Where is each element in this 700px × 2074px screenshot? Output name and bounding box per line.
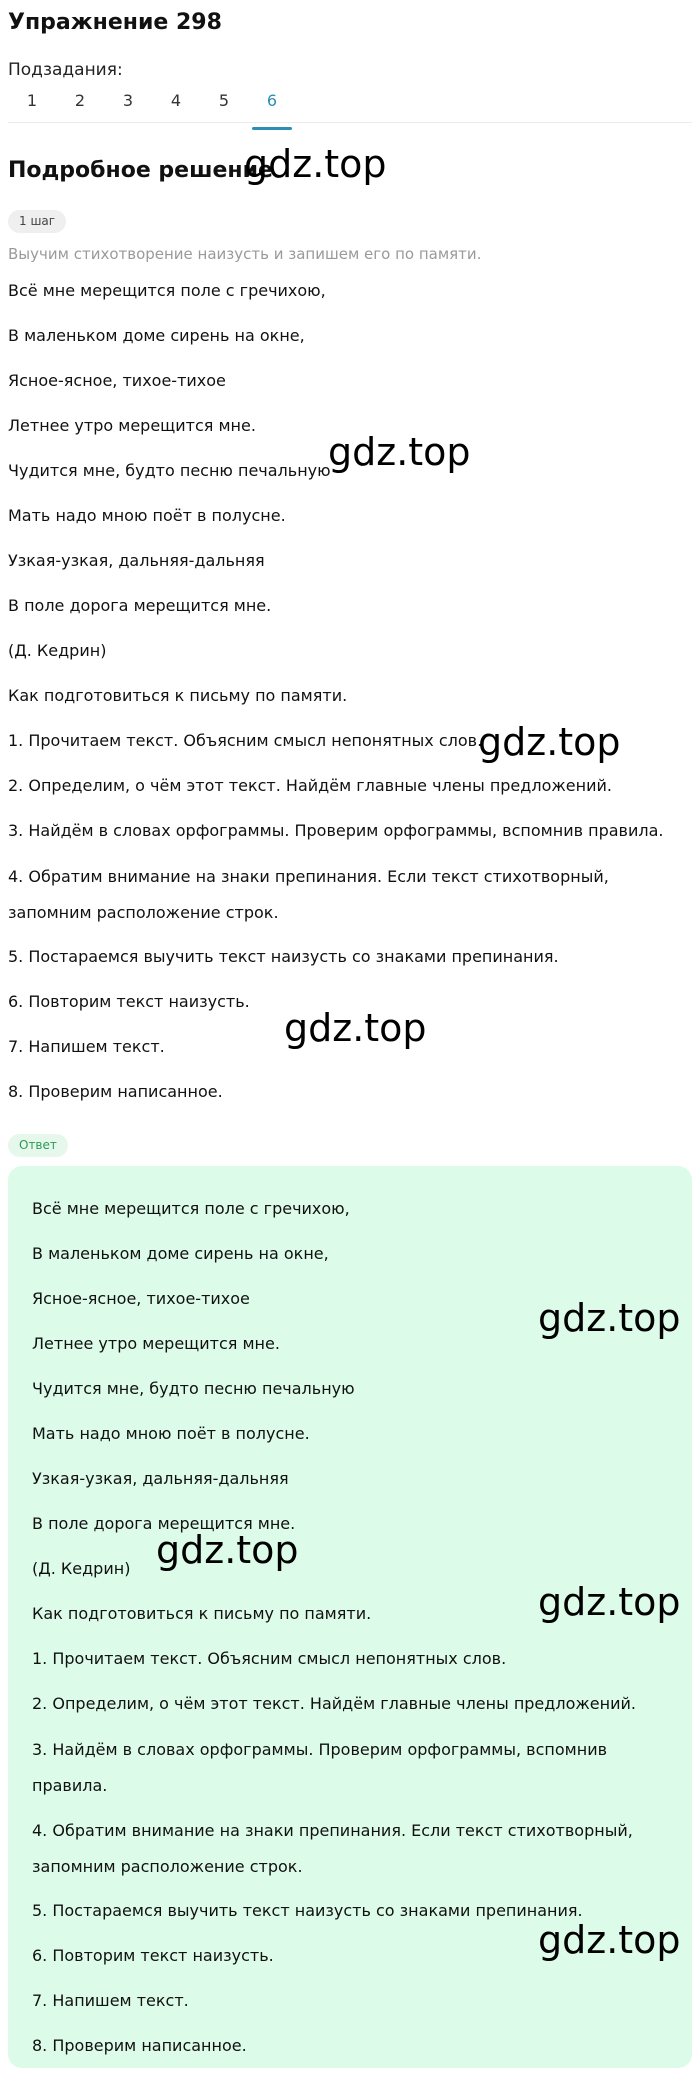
answer-line: Мать надо мною поёт в полусне.: [32, 1424, 310, 1443]
solution-line: 3. Найдём в словах орфограммы. Проверим орфограммы, вспомнив правила.: [8, 821, 664, 840]
answer-badge: Ответ: [8, 1134, 68, 1157]
answer-line: Чудится мне, будто песню печальную: [32, 1379, 355, 1398]
answer-line: Как подготовиться к письму по памяти.: [32, 1604, 372, 1623]
answer-line: 2. Определим, о чём этот текст. Найдём главные члены предложений.: [32, 1694, 636, 1713]
step-badge: 1 шаг: [8, 210, 66, 233]
tab-5[interactable]: 5: [218, 91, 230, 110]
answer-line: Ясное-ясное, тихое-тихое: [32, 1289, 250, 1308]
watermark: gdz.top: [244, 142, 387, 186]
subtasks-label: Подзадания:: [8, 60, 123, 80]
solution-line: Летнее утро мерещится мне.: [8, 416, 256, 435]
answer-line: 5. Постараемся выучить текст наизусть со знаками препинания.: [32, 1901, 583, 1920]
answer-line: (Д. Кедрин): [32, 1559, 131, 1578]
tab-1[interactable]: 1: [26, 91, 38, 110]
solution-line: Узкая-узкая, дальняя-дальняя: [8, 551, 265, 570]
answer-line: 6. Повторим текст наизусть.: [32, 1946, 274, 1965]
answer-line: В поле дорога мерещится мне.: [32, 1514, 296, 1533]
solution-line: Ясное-ясное, тихое-тихое: [8, 371, 226, 390]
answer-line: 7. Напишем текст.: [32, 1991, 189, 2010]
tab-6[interactable]: 6: [248, 88, 296, 122]
answer-line: 3. Найдём в словах орфограммы. Проверим орфограммы, вспомнив правила.: [32, 1740, 608, 1795]
solution-line: 8. Проверим написанное.: [8, 1082, 223, 1101]
answer-line: В маленьком доме сирень на окне,: [32, 1244, 329, 1263]
answer-line: 4. Обратим внимание на знаки препинания. Если текст стихотворный, запомним расположение строк.: [32, 1821, 633, 1876]
step-hint: Выучим стихотворение наизусть и запишем его по памяти.: [8, 245, 482, 263]
watermark: gdz.top: [284, 1006, 427, 1050]
watermark: gdz.top: [478, 720, 621, 764]
watermark: gdz.top: [328, 430, 471, 474]
tab-2[interactable]: 2: [74, 91, 86, 110]
subtask-tabs: [8, 88, 692, 123]
watermark: gdz.top: [156, 1528, 299, 1572]
solution-line: Всё мне мерещится поле с гречихою,: [8, 281, 326, 300]
solution-line: В маленьком доме сирень на окне,: [8, 326, 305, 345]
page-title: Упражнение 298: [8, 10, 222, 35]
solution-title: Подробное решение: [8, 158, 273, 183]
watermark: gdz.top: [538, 1296, 681, 1340]
tab-3[interactable]: 3: [122, 91, 134, 110]
answer-line: 1. Прочитаем текст. Объясним смысл непонятных слов.: [32, 1649, 507, 1668]
solution-line: 6. Повторим текст наизусть.: [8, 992, 250, 1011]
solution-line: Мать надо мною поёт в полусне.: [8, 506, 286, 525]
solution-line: 1. Прочитаем текст. Объясним смысл непонятных слов.: [8, 731, 483, 750]
solution-line: 4. Обратим внимание на знаки препинания. Если текст стихотворный, запомним расположение строк.: [8, 867, 609, 922]
watermark: gdz.top: [538, 1918, 681, 1962]
solution-line: 7. Напишем текст.: [8, 1037, 165, 1056]
solution-line: Чудится мне, будто песню печальную: [8, 461, 331, 480]
tab-4[interactable]: 4: [170, 91, 182, 110]
solution-line: Как подготовиться к письму по памяти.: [8, 686, 348, 705]
solution-line: 5. Постараемся выучить текст наизусть со знаками препинания.: [8, 947, 559, 966]
answer-line: 8. Проверим написанное.: [32, 2036, 247, 2055]
solution-line: В поле дорога мерещится мне.: [8, 596, 272, 615]
watermark: gdz.top: [538, 1580, 681, 1624]
answer-line: Летнее утро мерещится мне.: [32, 1334, 280, 1353]
solution-line: (Д. Кедрин): [8, 641, 107, 660]
answer-line: Узкая-узкая, дальняя-дальняя: [32, 1469, 289, 1488]
solution-text: [8, 274, 692, 1120]
solution-line: 2. Определим, о чём этот текст. Найдём главные члены предложений.: [8, 776, 612, 795]
answer-line: Всё мне мерещится поле с гречихою,: [32, 1199, 350, 1218]
